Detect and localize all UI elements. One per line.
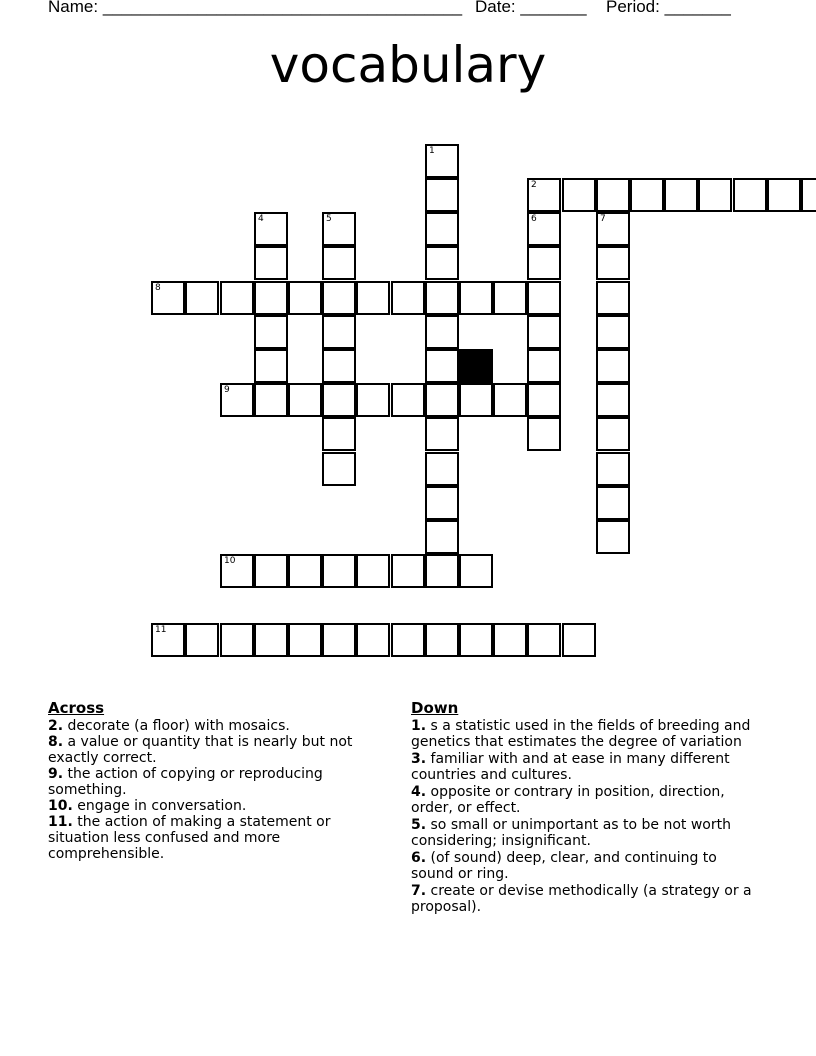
grid-cell[interactable] bbox=[527, 246, 561, 280]
grid-cell[interactable] bbox=[254, 315, 288, 349]
grid-cell[interactable] bbox=[185, 281, 219, 315]
grid-cell[interactable] bbox=[493, 383, 527, 417]
grid-cell[interactable] bbox=[801, 178, 816, 212]
grid-cell[interactable] bbox=[288, 623, 322, 657]
grid-cell[interactable] bbox=[254, 246, 288, 280]
grid-cell[interactable] bbox=[733, 178, 767, 212]
grid-cell[interactable] bbox=[562, 178, 596, 212]
grid-cell[interactable] bbox=[527, 383, 561, 417]
grid-cell[interactable] bbox=[596, 417, 630, 451]
grid-cell[interactable] bbox=[527, 315, 561, 349]
period-label: Period: bbox=[606, 0, 660, 16]
grid-cell[interactable] bbox=[322, 281, 356, 315]
grid-cell[interactable] bbox=[596, 315, 630, 349]
grid-cell[interactable] bbox=[151, 623, 185, 657]
grid-cell[interactable] bbox=[425, 520, 459, 554]
grid-cell[interactable] bbox=[254, 349, 288, 383]
clue-across-9: 9. the action of copying or reproducing something. bbox=[48, 766, 323, 798]
clue-down-1: 1. s a statistic used in the fields of breeding and genetics that estimates the degree of variation bbox=[411, 718, 751, 750]
grid-cell[interactable] bbox=[425, 246, 459, 280]
name-line[interactable]: ______________________________________ bbox=[102, 0, 463, 16]
clue-down-7: 7. create or devise methodically (a strategy or a proposal). bbox=[411, 883, 752, 915]
grid-cell[interactable] bbox=[220, 383, 254, 417]
grid-cell[interactable] bbox=[288, 383, 322, 417]
clue-number: 11 bbox=[155, 625, 167, 635]
grid-cell[interactable] bbox=[356, 554, 390, 588]
page-title: vocabulary bbox=[269, 36, 547, 94]
grid-cell[interactable] bbox=[151, 281, 185, 315]
grid-cell[interactable] bbox=[527, 623, 561, 657]
clue-down-4: 4. opposite or contrary in position, direction, order, or effect. bbox=[411, 784, 725, 816]
grid-cell[interactable] bbox=[698, 178, 732, 212]
grid-cell[interactable] bbox=[425, 486, 459, 520]
clue-across-10: 10. engage in conversation. bbox=[48, 798, 247, 814]
grid-cell[interactable] bbox=[425, 144, 459, 178]
grid-cell[interactable] bbox=[459, 281, 493, 315]
period-line[interactable]: _______ bbox=[664, 0, 731, 16]
clue-number: 5 bbox=[326, 214, 332, 224]
grid-cell[interactable] bbox=[664, 178, 698, 212]
grid-cell[interactable] bbox=[254, 554, 288, 588]
grid-cell[interactable] bbox=[254, 212, 288, 246]
grid-cell[interactable] bbox=[322, 452, 356, 486]
grid-cell[interactable] bbox=[596, 281, 630, 315]
grid-cell[interactable] bbox=[288, 281, 322, 315]
grid-cell[interactable] bbox=[459, 383, 493, 417]
clue-across-2: 2. decorate (a floor) with mosaics. bbox=[48, 718, 290, 734]
grid-cell[interactable] bbox=[630, 178, 664, 212]
clue-number: 6 bbox=[531, 214, 537, 224]
grid-cell[interactable] bbox=[425, 383, 459, 417]
grid-cell[interactable] bbox=[527, 178, 561, 212]
grid-cell[interactable] bbox=[425, 554, 459, 588]
grid-cell[interactable] bbox=[527, 349, 561, 383]
clue-down-6: 6. (of sound) deep, clear, and continuing to sound or ring. bbox=[411, 850, 717, 882]
grid-cell[interactable] bbox=[220, 554, 254, 588]
clue-number: 9 bbox=[224, 385, 230, 395]
grid-cell[interactable] bbox=[527, 212, 561, 246]
clue-number: 7 bbox=[600, 214, 606, 224]
date-label: Date: bbox=[475, 0, 516, 16]
clue-across-8: 8. a value or quantity that is nearly but not exactly correct. bbox=[48, 734, 353, 766]
grid-cell[interactable] bbox=[425, 178, 459, 212]
grid-cell[interactable] bbox=[425, 623, 459, 657]
clue-across-11: 11. the action of making a statement or situation less confused and more comprehensible. bbox=[48, 814, 331, 862]
grid-cell[interactable] bbox=[527, 417, 561, 451]
grid-cell[interactable] bbox=[254, 623, 288, 657]
clue-down-3: 3. familiar with and at ease in many different countries and cultures. bbox=[411, 751, 730, 783]
grid-cell[interactable] bbox=[596, 520, 630, 554]
grid-cell[interactable] bbox=[356, 623, 390, 657]
grid-cell[interactable] bbox=[459, 623, 493, 657]
across-clues bbox=[48, 700, 378, 862]
grid-cell[interactable] bbox=[322, 212, 356, 246]
name-label: Name: bbox=[48, 0, 99, 16]
down-clues bbox=[411, 700, 761, 916]
grid-cell[interactable] bbox=[185, 623, 219, 657]
grid-cell[interactable] bbox=[391, 623, 425, 657]
grid-cell[interactable] bbox=[288, 554, 322, 588]
grid-cell[interactable] bbox=[391, 554, 425, 588]
date-line[interactable]: _______ bbox=[520, 0, 587, 16]
clue-number: 4 bbox=[258, 214, 264, 224]
grid-cell[interactable] bbox=[322, 417, 356, 451]
grid-cell[interactable] bbox=[322, 623, 356, 657]
grid-cell[interactable] bbox=[596, 383, 630, 417]
grid-cell[interactable] bbox=[493, 281, 527, 315]
grid-cell[interactable] bbox=[254, 383, 288, 417]
grid-cell[interactable] bbox=[322, 383, 356, 417]
clue-down-5: 5. so small or unimportant as to be not worth considering; insignificant. bbox=[411, 817, 731, 849]
grid-cell[interactable] bbox=[220, 281, 254, 315]
grid-cell[interactable] bbox=[220, 623, 254, 657]
grid-cell[interactable] bbox=[356, 383, 390, 417]
grid-cell[interactable] bbox=[596, 212, 630, 246]
grid-cell[interactable] bbox=[527, 281, 561, 315]
grid-cell[interactable] bbox=[322, 315, 356, 349]
grid-cell[interactable] bbox=[596, 178, 630, 212]
grid-block bbox=[459, 349, 493, 383]
grid-cell[interactable] bbox=[596, 246, 630, 280]
grid-cell[interactable] bbox=[425, 281, 459, 315]
grid-cell[interactable] bbox=[493, 623, 527, 657]
grid-cell[interactable] bbox=[356, 281, 390, 315]
clue-number: 1 bbox=[429, 146, 435, 156]
grid-cell[interactable] bbox=[425, 452, 459, 486]
grid-cell[interactable] bbox=[391, 281, 425, 315]
across-heading: Across bbox=[48, 699, 105, 717]
grid-cell[interactable] bbox=[322, 554, 356, 588]
grid-cell[interactable] bbox=[596, 349, 630, 383]
grid-cell[interactable] bbox=[322, 246, 356, 280]
clue-number: 2 bbox=[531, 180, 537, 190]
grid-cell[interactable] bbox=[767, 178, 801, 212]
grid-cell[interactable] bbox=[459, 554, 493, 588]
grid-cell[interactable] bbox=[425, 417, 459, 451]
grid-cell[interactable] bbox=[425, 315, 459, 349]
grid-cell[interactable] bbox=[254, 281, 288, 315]
grid-cell[interactable] bbox=[425, 349, 459, 383]
clue-number: 8 bbox=[155, 283, 161, 293]
grid-cell[interactable] bbox=[322, 349, 356, 383]
clue-number: 10 bbox=[224, 556, 236, 566]
grid-cell[interactable] bbox=[562, 623, 596, 657]
grid-cell[interactable] bbox=[391, 383, 425, 417]
down-heading: Down bbox=[411, 699, 459, 717]
grid-cell[interactable] bbox=[425, 212, 459, 246]
grid-cell[interactable] bbox=[596, 486, 630, 520]
grid-cell[interactable] bbox=[596, 452, 630, 486]
